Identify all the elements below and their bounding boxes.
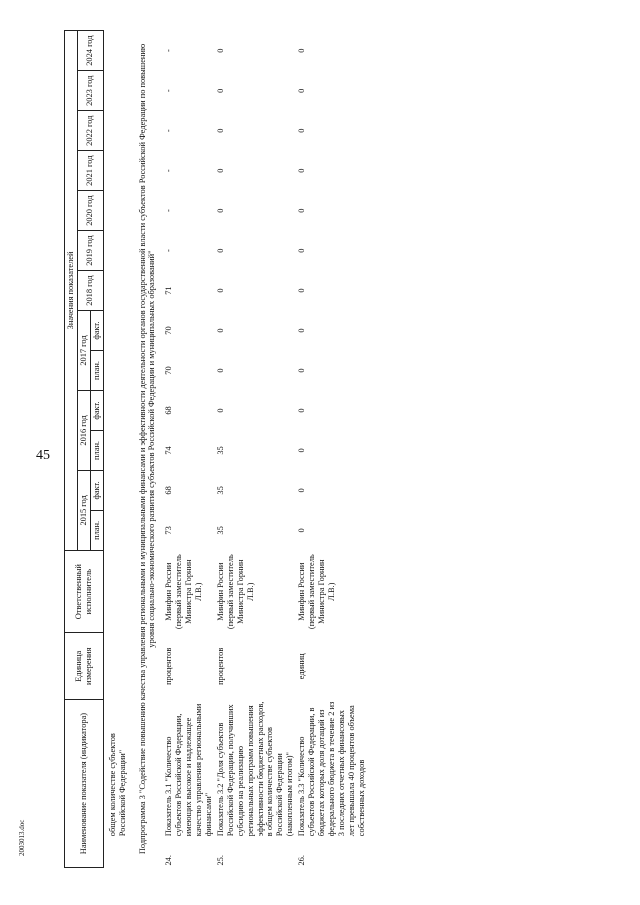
value-cell: 0 [297,488,307,493]
subprogram-row [132,31,164,868]
indicators-table [64,30,367,868]
value-cell: 0 [297,408,307,413]
unit-cell: процентов [164,647,174,685]
header-year-2020: 2020 год [77,191,103,231]
file-reference: 2003013.doc [18,819,26,856]
header-year-2024: 2024 год [77,31,103,71]
value-cell: 0 [215,88,225,93]
indicator-name: Показатель 3.2 "Доля субъектов Российской Федерации, получивших субсидию на реализацию региональных программ повышения эффективности бюджетных расходов, в общем количестве субъектов Российской Федерации (накопленным итогом)" [215,701,295,837]
header-values-group: Значения показателей [65,31,78,551]
value-cell: 0 [215,288,225,293]
table-row [163,31,215,868]
value-cell: 35 [215,446,225,455]
value-cell: 0 [215,208,225,213]
table-row [215,31,296,868]
value-cell: - [164,249,174,253]
header-year-2016: 2016 год [77,391,90,471]
value-cell: 0 [297,328,307,333]
header-unit: Единица измерения [65,633,104,700]
value-cell: 0 [215,168,225,173]
page-number: 45 [36,448,50,463]
value-cell: 0 [297,48,307,53]
value-cell: 71 [164,286,174,295]
rotated-table-container [64,28,624,868]
value-cell: 35 [215,486,225,495]
value-cell: - [164,49,174,53]
value-cell: 0 [215,48,225,53]
row-number: 26. [297,855,307,866]
value-cell: 0 [215,408,225,413]
value-cell: 70 [164,366,174,375]
value-cell: 68 [164,486,174,495]
value-cell: 73 [164,526,174,535]
value-cell: - [164,89,174,93]
indicator-name: Показатель 3.3 "Количество субъектов Российской Федерации, в бюджетах которых доля дотаций из федерального бюджета в течение 2 из 3 последних отчетных финансовых лет превышала 40 процентов объема собственных доходов [297,701,366,837]
value-cell: 0 [297,448,307,453]
value-cell: 70 [164,326,174,335]
header-fact: факт. [90,391,103,431]
value-cell: 0 [297,208,307,213]
header-plan: план. [90,430,103,470]
table-row [296,31,367,868]
value-cell: 0 [297,528,307,533]
value-cell: 0 [297,168,307,173]
header-year-2022: 2022 год [77,111,103,151]
executor-cell: Минфин России (первый заместитель Министра Горнин Л.В.) [215,554,255,630]
value-cell: 0 [215,128,225,133]
value-cell: 35 [215,526,225,535]
header-executor: Ответственный исполнитель [65,550,104,633]
value-cell: 0 [297,128,307,133]
value-cell: 0 [297,288,307,293]
header-name: Наименование показателя (индикатора) [65,700,104,868]
continuation-row [103,31,131,868]
indicator-name: Показатель 3.1 "Количество субъектов Российской Федерации, имеющих высокое и надлежащее качество управления региональными финансами" [164,703,213,837]
header-year-2019: 2019 год [77,231,103,271]
value-cell: - [164,209,174,213]
header-fact: факт. [90,470,103,510]
header-plan: план. [90,510,103,550]
row-number: 24. [164,855,174,866]
value-cell: 74 [164,446,174,455]
header-fact: факт. [90,311,103,351]
unit-cell: единиц [297,653,307,680]
executor-cell: Минфин России (первый заместитель Министра Горнин Л.В.) [164,554,204,630]
header-plan: план. [90,351,103,391]
executor-cell: Минфин России (первый заместитель Министра Горнин Л.В.) [297,554,336,630]
header-year-2018: 2018 год [77,271,103,311]
continuation-text: общем количестве субъектов Российской Федерации" [107,733,127,837]
header-year-2015: 2015 год [77,470,90,550]
value-cell: - [164,169,174,173]
header-year-2021: 2021 год [77,151,103,191]
value-cell: 68 [164,406,174,415]
unit-cell: процентов [215,647,225,685]
value-cell: 0 [297,248,307,253]
value-cell: 0 [297,368,307,373]
value-cell: 0 [297,88,307,93]
value-cell: 0 [215,368,225,373]
subprogram-title: Подпрограмма 3 "Содействие повышению качества управления региональными и муниципальными финансами и эффективности деятельности органов государственной власти субъектов Российской Федерации по повышению уровня социально-экономического развития субъектов Российской Федерации и муниципальных образований" [137,43,157,855]
row-number: 25. [215,855,225,866]
header-year-2023: 2023 год [77,71,103,111]
header-year-2017: 2017 год [77,311,90,391]
value-cell: 0 [215,248,225,253]
value-cell: - [164,129,174,133]
value-cell: 0 [215,328,225,333]
